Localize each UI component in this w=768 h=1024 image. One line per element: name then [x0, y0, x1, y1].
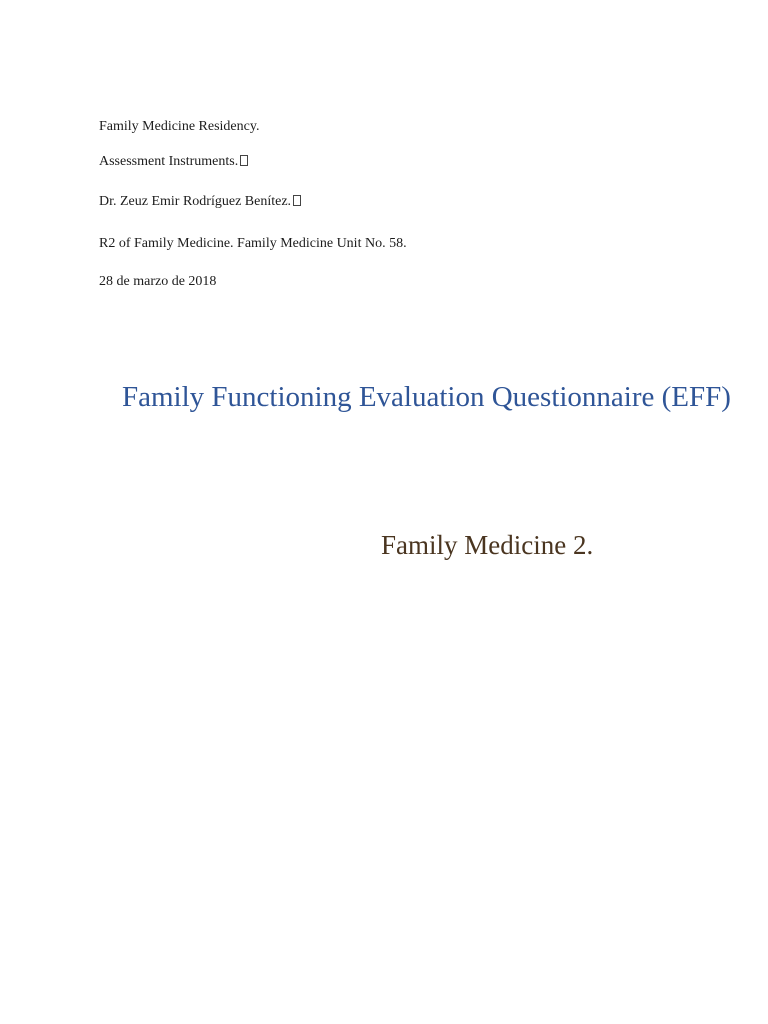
date-line — [99, 274, 216, 290]
program-line — [99, 119, 259, 135]
course-line — [99, 154, 248, 170]
document-subtitle: Family Medicine 2. — [381, 530, 594, 560]
missing-glyph-icon — [240, 155, 248, 166]
author-line — [99, 194, 301, 210]
author-text: Dr. Zeuz Emir Rodríguez Benítez. — [99, 194, 292, 209]
date-text: 28 de marzo de 2018 — [99, 274, 217, 289]
document-title: Family Functioning Evaluation Questionnaire (EFF) — [122, 381, 731, 413]
position-text: R2 of Family Medicine. Family Medicine Unit No. 58. — [99, 236, 407, 251]
program-text: Family Medicine Residency. — [99, 119, 260, 134]
position-line — [99, 236, 407, 252]
missing-glyph-icon — [293, 195, 301, 206]
course-text: Assessment Instruments. — [99, 154, 239, 169]
